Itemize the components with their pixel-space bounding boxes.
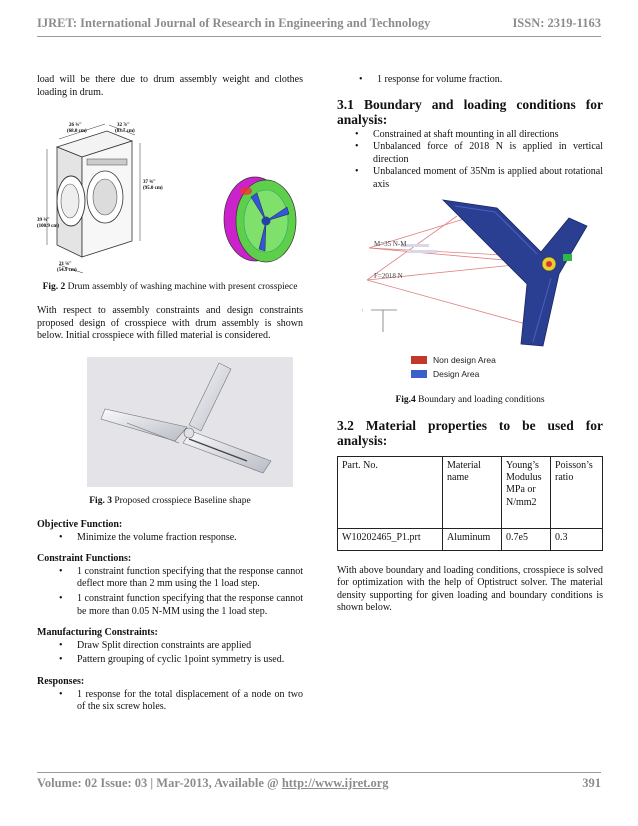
table-cell: 0.7e5 (502, 528, 551, 550)
figure-2-caption: Fig. 2 Drum assembly of washing machine with present crosspiece (42, 282, 298, 293)
header-rule (37, 36, 601, 37)
list-item: • 1 constraint function specifying that the response cannot be more than 0.05 N-MM using the 1 load step. (37, 593, 303, 618)
dim-height: 37 ⅜" (143, 180, 156, 186)
figure-3 (87, 357, 293, 487)
manufacturing-list (37, 640, 303, 667)
crosspiece-baseline-drawing (87, 357, 293, 487)
dim-side-cm: (100.9 cm) (37, 224, 60, 230)
issn: ISSN: 2319-1163 (512, 15, 601, 30)
left-column (37, 74, 303, 714)
dim-top: 32 ⅞" (117, 123, 130, 129)
left-paragraph-1: load will be there due to drum assembly weight and clothes loading in drum. (37, 74, 303, 98)
dim-width-cm: (54.9 cm) (57, 268, 77, 274)
section-3-1-title: 3.1 Boundary and loading conditions for analysis: (337, 96, 603, 127)
dim-depth: 26 ¾" (69, 123, 82, 129)
table-header-row (338, 456, 603, 528)
table-header: Part. No. (338, 456, 443, 528)
svg-text:↑: ↑ (361, 308, 364, 314)
left-paragraph-2: With respect to assembly constraints and design constraints proposed design of crosspiece with drum assembly is shown below. Initial crosspiece with filled material is considered. (37, 305, 303, 342)
list-item: • 1 response for the total displacement of a node on two of the six screw holes. (37, 689, 303, 714)
force-label: F=2018 N (374, 271, 403, 280)
table-row (338, 528, 603, 550)
figure-3-label: Fig. 3 (89, 495, 112, 506)
table-cell: 0.3 (551, 528, 603, 550)
footer-volume: Volume: 02 Issue: 03 | Mar-2013, Available @ http://www.ijret.org (37, 775, 389, 790)
manufacturing-heading: Manufacturing Constraints: (37, 627, 158, 639)
material-table (337, 456, 603, 551)
table-header: Material name (443, 456, 502, 528)
figure-4 (337, 198, 603, 388)
dim-side: 39 ¾" (37, 218, 50, 224)
responses-heading: Responses: (37, 675, 85, 687)
table-cell: W10202465_P1.prt (338, 528, 443, 550)
legend-non-design: Non design Area (433, 354, 496, 365)
constraint-heading: Constraint Functions: (37, 553, 132, 565)
objective-heading: Objective Function: (37, 518, 123, 530)
dim-depth-cm: (68.0 cm) (67, 129, 87, 135)
figure-4-label: Fig.4 (395, 394, 416, 405)
footer-rule (37, 772, 601, 773)
legend-swatch-design (411, 370, 427, 378)
list-item: • Unbalanced moment of 35Nm is applied about rotational axis (355, 166, 603, 190)
legend-design: Design Area (433, 368, 480, 379)
section-3-2-title: 3.2 Material properties to be used for analysis: (337, 417, 603, 448)
list-item: • Pattern grouping of cyclic 1point symmetry is used. (37, 654, 303, 667)
page-footer (37, 774, 601, 792)
list-item: • Constrained at shaft mounting in all directions (355, 128, 559, 140)
moment-label: M=35 N-M (374, 239, 407, 248)
table-header: Poisson’s ratio (551, 456, 603, 528)
right-paragraph-after-table: With above boundary and loading conditions, crosspiece is solved for optimization with the help of Optistruct solver. The material density supporting for given loading and boundary conditions is shown below. (337, 564, 603, 614)
list-item: • Draw Split direction constraints are applied (37, 640, 303, 653)
legend-swatch-non-design (411, 356, 427, 364)
page-header (37, 10, 601, 36)
figure-2-label: Fig. 2 (42, 282, 66, 293)
dim-height-cm: (95.0 cm) (143, 186, 163, 192)
list-item: • Unbalanced force of 2018 N is applied in vertical direction (355, 141, 603, 165)
table-header: Young’s Modulus MPa or N/mm2 (502, 456, 551, 528)
right-column (337, 74, 603, 615)
table-cell: Aluminum (443, 528, 502, 550)
dim-top-cm: (83.7 cm) (115, 129, 135, 135)
figure-4-caption: Fig.4 Boundary and loading conditions (395, 394, 545, 405)
figure-3-caption: Fig. 3 Proposed crosspiece Baseline shape (89, 495, 251, 506)
page-number: 391 (582, 775, 601, 790)
washing-machine-drawing (37, 117, 303, 279)
section-3-1-list (337, 129, 603, 192)
list-item: • Minimize the volume fraction response. (37, 532, 303, 545)
dim-width: 21 ⅝" (59, 262, 72, 268)
journal-link[interactable]: http://www.ijret.org (281, 775, 389, 790)
list-item: • 1 constraint function specifying that the response cannot deflect more than 2 mm using the 1 load step. (37, 566, 303, 591)
objective-list (37, 532, 303, 545)
constraint-list (37, 566, 303, 618)
responses-list (37, 689, 303, 714)
journal-title: IJRET: International Journal of Research in Engineering and Technology (37, 15, 431, 30)
figure-2 (37, 117, 303, 279)
boundary-conditions-drawing (337, 198, 603, 388)
list-item: • 1 response for volume fraction. (337, 74, 603, 87)
responses-list-continued (337, 74, 603, 87)
